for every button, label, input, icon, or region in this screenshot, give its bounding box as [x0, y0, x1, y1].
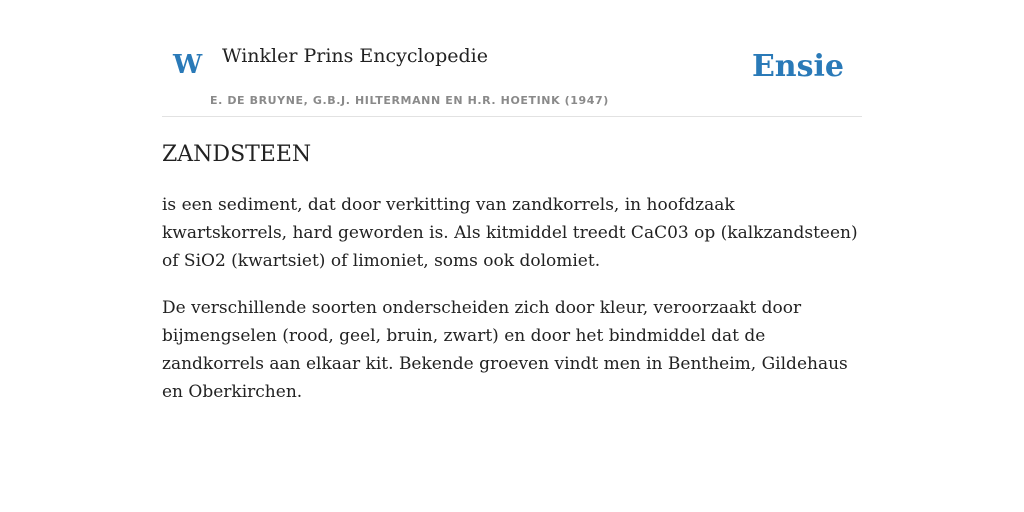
article-paragraph: is een sediment, dat door verkitting van zandkorrels, in hoofdzaak kwartskorrels, hard geworden is. Als kitmiddel treedt CaC03 op (kalkzandsteen) of SiO2 (kwartsiet) of limoniet, soms ook dolomiet. — [162, 195, 858, 271]
source-logo[interactable]: W — [173, 50, 203, 80]
article-title: ZANDSTEEN — [162, 142, 312, 167]
article-paragraph: De verschillende soorten onderscheiden zich door kleur, veroorzaakt door bijmengselen (rood, geel, bruin, zwart) en door het bindmiddel dat de zandkorrels aan elkaar kit. Bekende groeven vindt men in Bentheim, Gildehaus en Oberkirchen. — [162, 298, 848, 402]
source-authors: E. DE BRUYNE, G.B.J. HILTERMANN EN H.R. HOETINK (1947) — [210, 94, 609, 107]
source-header — [162, 0, 862, 117]
article — [162, 138, 862, 425]
brand-logo[interactable]: Ensie — [751, 49, 844, 84]
source-title[interactable]: Winkler Prins Encyclopedie — [222, 45, 488, 67]
